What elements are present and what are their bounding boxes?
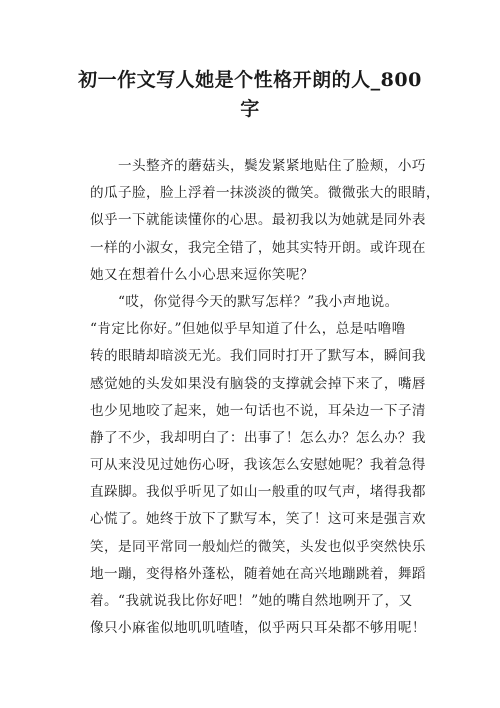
paragraph-line: 感觉她的头发如果没有脑袋的支撑就会掉下来了，嘴唇 <box>90 375 426 392</box>
title-line-2: 字 <box>240 98 260 120</box>
paragraph-line: 她又在想着什么小心思来逗你笑呢？ <box>90 266 314 283</box>
paragraph-line: 转的眼睛却暗淡无光。我们同时打开了默写本，瞬间我 <box>90 348 426 365</box>
paragraph-line: 地一蹦，变得格外蓬松，随着她在高兴地蹦跳着，舞蹈 <box>90 565 426 582</box>
title-line-1: 初一作文写人她是个性格开朗的人_800 <box>78 69 422 91</box>
paragraph-line: “哎，你觉得今天的默写怎样？”我小声地说。 <box>118 293 399 310</box>
paragraph-line: 静了不少，我却明白了：出事了！怎么办？怎么办？我 <box>90 429 426 446</box>
paragraph-line: 似乎一下就能读懂你的心思。最初我以为她就是同外表 <box>90 212 426 229</box>
paragraph-line: 也少见地咬了起来，她一句话也不说，耳朵边一下子清 <box>90 402 426 419</box>
paragraph-line: 一样的小淑女，我完全错了，她其实特开朗。或许现在 <box>90 239 426 256</box>
paragraph-line: “肯定比你好。”但她似乎早知道了什么，总是咕噜噜 <box>90 321 406 338</box>
paragraph-line: 的瓜子脸，脸上浮着一抹淡淡的微笑。微微张大的眼睛， <box>90 185 440 202</box>
paragraph-line: 笑，是同平常同一般灿烂的微笑，头发也似乎突然快乐 <box>90 538 426 555</box>
paragraph-line: 直跺脚。我似乎听见了如山一般重的叹气声，堵得我都 <box>90 484 426 501</box>
paragraph-line: 可从来没见过她伤心呀，我该怎么安慰她呢？我着急得 <box>90 457 426 474</box>
article-body <box>90 153 440 642</box>
paragraph-line: 一头整齐的蘑菇头，鬓发紧紧地贴住了脸颊，小巧 <box>118 158 426 174</box>
paragraph-line: 心慌了。她终于放下了默写本，笑了！这可来是强言欢 <box>90 511 426 528</box>
paragraph-line: 着。“我就说我比你好吧！”她的嘴自然地咧开了，又 <box>90 593 413 609</box>
paragraph-line: 像只小麻雀似地叽叽喳喳，似乎两只耳朵都不够用呢！ <box>90 620 426 637</box>
page-title <box>70 66 430 124</box>
